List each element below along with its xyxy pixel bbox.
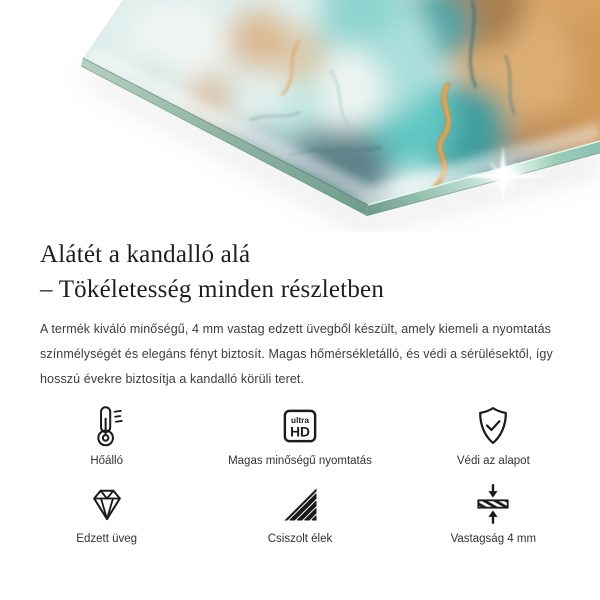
- feature-label: Csiszolt élek: [267, 533, 333, 545]
- page-title-line2: – Tökéletesség minden részletben: [40, 276, 385, 303]
- feature-thickness: [397, 482, 590, 546]
- product-photo: [0, 0, 600, 232]
- product-description-section: [0, 237, 600, 546]
- feature-heat-resistant: [10, 404, 203, 468]
- ultra-hd-icon: [278, 404, 322, 448]
- ultra-hd-badge-bottom: HD: [290, 424, 310, 440]
- feature-polished-edges: [203, 482, 396, 546]
- shield-check-icon: [471, 404, 515, 448]
- thermometer-icon: [85, 404, 129, 448]
- feature-tempered-glass: [10, 482, 203, 546]
- page-title-line1: Alátét a kandalló alá: [40, 241, 251, 268]
- feature-grid: [10, 404, 590, 546]
- diamond-icon: [85, 482, 129, 526]
- ultra-hd-badge-top: ultra: [291, 415, 309, 425]
- feature-label: Hőálló: [90, 455, 123, 467]
- feature-print-quality: [203, 404, 396, 468]
- thickness-icon: [471, 482, 515, 526]
- feature-label: Magas minőségű nyomtatás: [228, 455, 372, 467]
- feature-label: Vastagság 4 mm: [450, 533, 537, 545]
- page-title: [40, 237, 560, 307]
- feature-protects-base: [397, 404, 590, 468]
- product-description-text: A termék kiváló minőségű, 4 mm vastag edzett üvegből készült, amely kiemeli a nyomtatás színmélységét és elegáns fényt biztosít. Magas hőmérsékletálló, és védi a sérülésektől, így hosszú évekre biztosítja a kandalló körüli teret.: [40, 322, 553, 386]
- feature-label: Edzett üveg: [76, 533, 138, 545]
- glass-face-artwork: [0, 0, 600, 232]
- polished-edge-icon: [278, 482, 322, 526]
- feature-label: Védi az alapot: [456, 455, 530, 467]
